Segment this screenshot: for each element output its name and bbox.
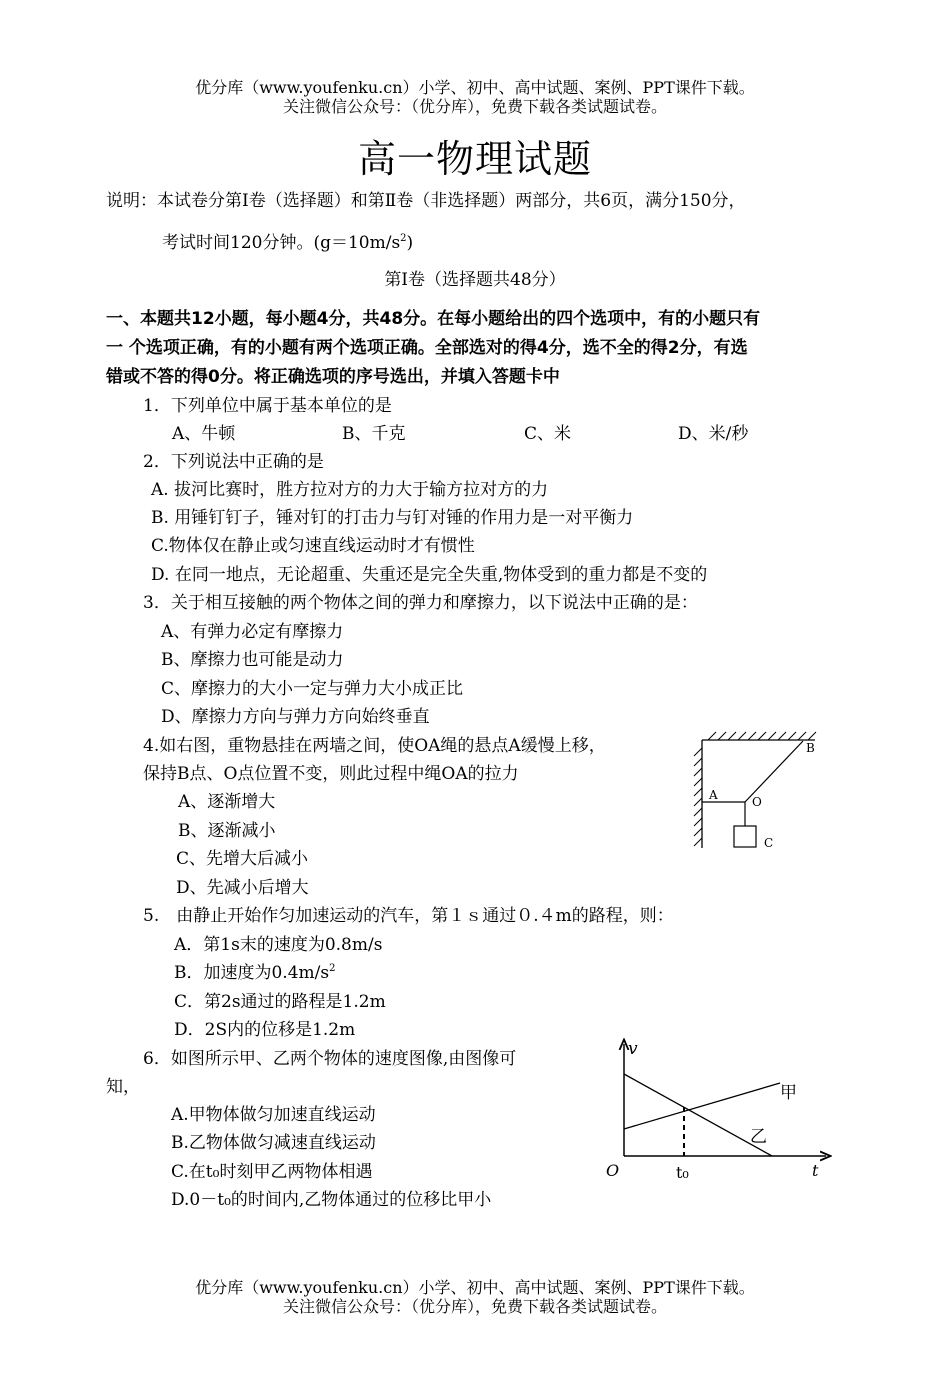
- header-line-2: 关注微信公众号：（优分库），免费下载各类试题试卷。: [282, 97, 667, 116]
- t-label: t: [812, 1161, 819, 1180]
- weight-box: [734, 826, 756, 847]
- q5-option-a: A．第1s末的速度为0.8m/s: [174, 935, 383, 955]
- q4-option-c: C、先增大后减小: [176, 849, 309, 869]
- section-title: 第Ⅰ卷（选择题共48分）: [384, 270, 566, 290]
- q1-option-c: C、米: [524, 424, 572, 444]
- q3-option-b: B、摩擦力也可能是动力: [161, 650, 344, 670]
- q1-option-a: A、牛顿: [172, 424, 236, 444]
- jia-line: [624, 1083, 780, 1129]
- q5-option-b: B．加速度为$0.4m/s^2$: [174, 963, 336, 983]
- label-o: O: [752, 795, 762, 809]
- q6-option-c: C.在t₀时刻甲乙两物体相遇: [171, 1162, 373, 1182]
- q6-velocity-graph: [600, 1038, 835, 1180]
- q3-option-c: C、摩擦力的大小一定与弹力大小成正比: [161, 679, 464, 699]
- q1-option-b: B、千克: [342, 424, 406, 444]
- q4-stem-line-1: 4.如右图，重物悬挂在两墙之间，使OA绳的悬点A缓慢上移，: [143, 736, 606, 756]
- intro-line-1: 说明：本试卷分第Ⅰ卷（选择题）和第Ⅱ卷（非选择题）两部分，共6页，满分150分，: [106, 191, 746, 211]
- wall-hatch: [694, 748, 702, 846]
- rope-ob: [745, 741, 803, 802]
- q6-stem-line-2: 知，: [106, 1077, 140, 1097]
- page-title: 高一物理试题: [357, 137, 592, 181]
- q6-option-d: D.0－t₀的时间内,乙物体通过的位移比甲小: [171, 1190, 492, 1210]
- jia-label: 甲: [780, 1083, 797, 1103]
- q5-option-d: D．2S内的位移是1.2m: [174, 1020, 356, 1040]
- q4-option-a: A、逐渐增大: [178, 792, 276, 812]
- t0-label: t₀: [676, 1163, 689, 1180]
- instructions-line-1: 一、本题共12小题，每小题4分，共48分。在每小题给出的四个选项中，有的小题只有: [106, 309, 761, 329]
- label-a: A: [709, 788, 718, 802]
- q4-option-b: B、逐渐减小: [178, 821, 276, 841]
- q6-stem-line-1: 6．如图所示甲、乙两个物体的速度图像,由图像可: [143, 1049, 517, 1069]
- q4-stem-line-2: 保持B点、O点位置不变，则此过程中绳OA的拉力: [143, 764, 519, 784]
- q2-stem: 2．下列说法中正确的是: [143, 452, 324, 472]
- v-label: v: [628, 1039, 638, 1059]
- header-line-1: 优分库（www.youfenku.cn）小学、初中、高中试题、案例、PPT课件下载。: [195, 78, 755, 97]
- q4-option-d: D、先减小后增大: [176, 878, 309, 898]
- q4-figure: [690, 728, 830, 856]
- ceiling-hatch: [708, 732, 816, 740]
- q2-option-d: D. 在同一地点，无论超重、失重还是完全失重,物体受到的重力都是不变的: [151, 565, 708, 585]
- label-b: B: [806, 741, 815, 755]
- origin-label: O: [606, 1161, 620, 1180]
- footer-line-2: 关注微信公众号：（优分库），免费下载各类试题试卷。: [282, 1297, 667, 1316]
- q2-option-c: C.物体仅在静止或匀速直线运动时才有惯性: [151, 536, 475, 556]
- label-c: C: [764, 836, 774, 850]
- q2-option-a: A. 拔河比赛时，胜方拉对方的力大于输方拉对方的力: [151, 480, 549, 500]
- q6-option-a: A.甲物体做匀加速直线运动: [171, 1105, 376, 1125]
- instructions-line-2: 一 个选项正确，有的小题有两个选项正确。全部选对的得4分，选不全的得2分，有选: [106, 338, 748, 358]
- intro-line-2: 考试时间120分钟。$(g=10m/s^2)$: [162, 233, 414, 253]
- instructions-line-3: 错或不答的得0分。将正确选项的序号选出，并填入答题卡中: [106, 367, 560, 387]
- q3-option-a: A、有弹力必定有摩擦力: [161, 622, 344, 642]
- q5-stem: 5. 由静止开始作匀加速运动的汽车，第１ｓ通过０.４m的路程，则：: [143, 906, 674, 926]
- q1-stem: 1．下列单位中属于基本单位的是: [143, 396, 392, 416]
- q6-option-b: B.乙物体做匀减速直线运动: [171, 1133, 376, 1153]
- q3-stem: 3．关于相互接触的两个物体之间的弹力和摩擦力，以下说法中正确的是：: [143, 593, 698, 613]
- q1-option-d: D、米/秒: [678, 424, 749, 444]
- q2-option-b: B. 用锤钉钉子，锤对钉的打击力与钉对锤的作用力是一对平衡力: [151, 508, 634, 528]
- footer-line-1: 优分库（www.youfenku.cn）小学、初中、高中试题、案例、PPT课件下载。: [195, 1278, 755, 1297]
- yi-label: 乙: [750, 1127, 767, 1147]
- q3-option-d: D、摩擦力方向与弹力方向始终垂直: [161, 707, 430, 727]
- q5-option-c: C．第2s通过的路程是1.2m: [174, 992, 386, 1012]
